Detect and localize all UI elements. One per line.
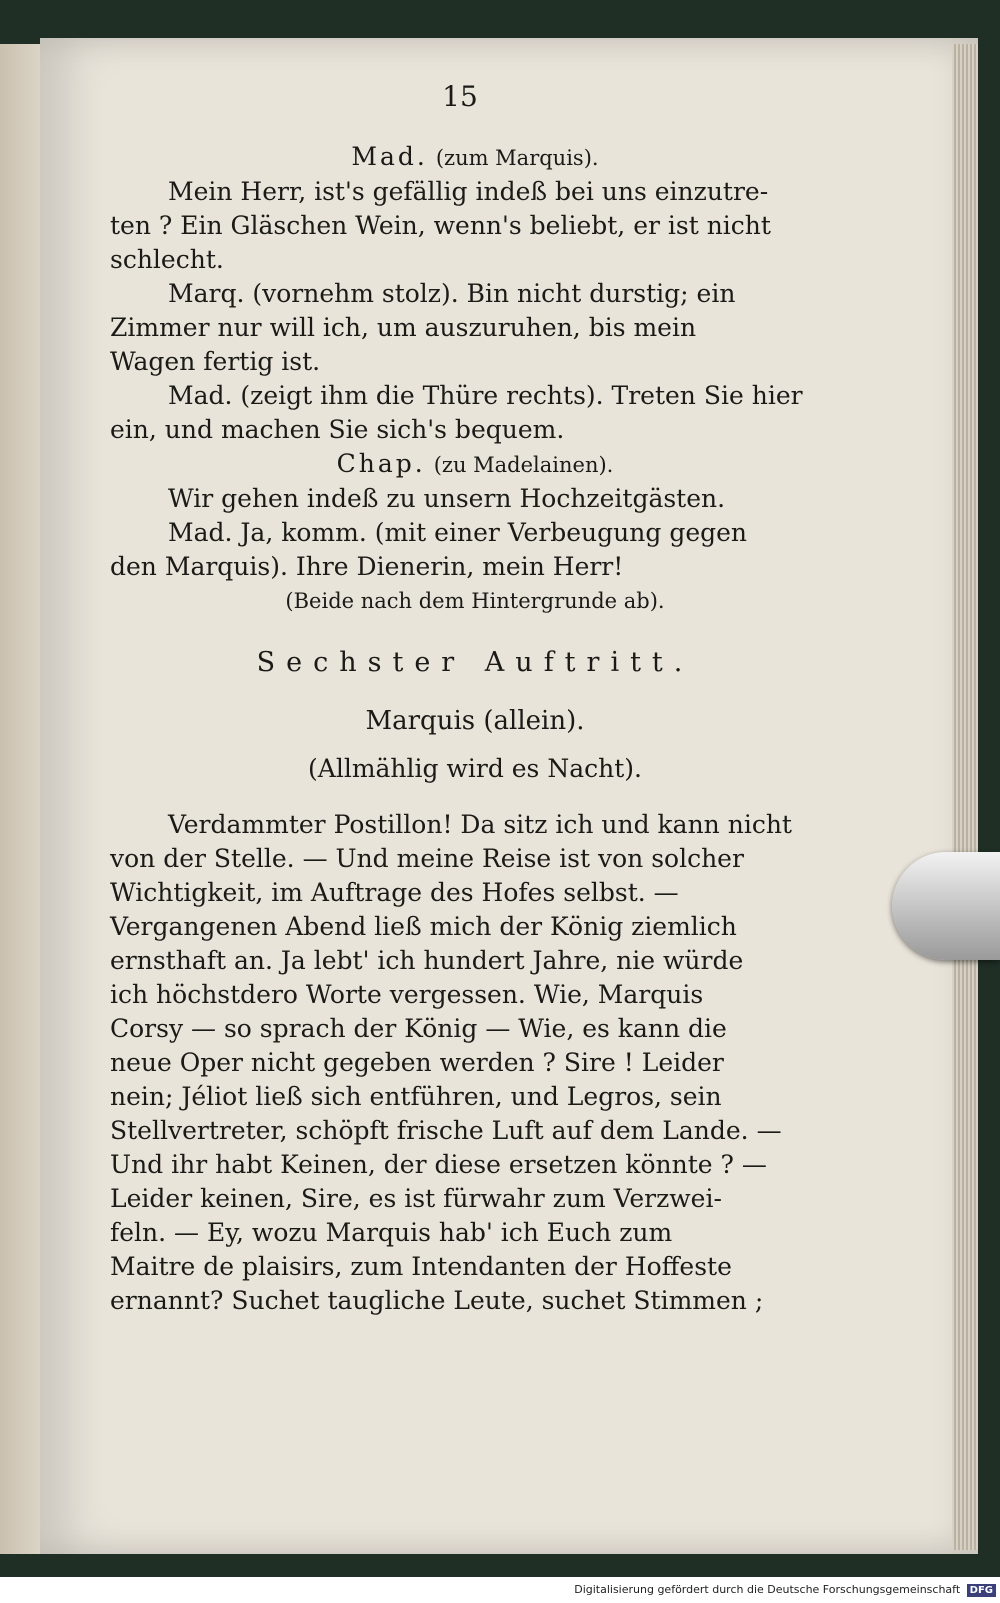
text-line: Stellvertreter, schöpft frische Luft auf dem Lande. — bbox=[110, 1116, 782, 1145]
page-clip bbox=[892, 852, 1000, 960]
dialogue-block bbox=[110, 277, 840, 379]
dialogue-block bbox=[110, 379, 840, 447]
text-line: Corsy — so sprach der König — Wie, es kann die bbox=[110, 1014, 727, 1043]
speaker-line bbox=[110, 447, 840, 482]
text-line: Vergangenen Abend ließ mich der König ziemlich bbox=[110, 912, 737, 941]
text-line: Leider keinen, Sire, es ist fürwahr zum Verzwei- bbox=[110, 1184, 722, 1213]
exit-direction: (Beide nach dem Hintergrunde ab). bbox=[285, 589, 665, 613]
monologue bbox=[110, 808, 840, 1318]
text-line: Mad. (zeigt ihm die Thüre rechts). Treten Sie hier bbox=[168, 381, 803, 410]
footer-bar bbox=[0, 1577, 1000, 1603]
text-line: Verdammter Postillon! Da sitz ich und kann nicht bbox=[168, 810, 792, 839]
text-line: Marq. (vornehm stolz). Bin nicht durstig; ein bbox=[168, 279, 736, 308]
text-line: den Marquis). Ihre Dienerin, mein Herr! bbox=[110, 552, 624, 581]
text-line: schlecht. bbox=[110, 245, 224, 274]
text-line: Wir gehen indeß zu unsern Hochzeitgästen. bbox=[168, 484, 726, 513]
dialogue-block bbox=[110, 516, 840, 618]
speaker-name: Chap. bbox=[336, 449, 426, 478]
text-line: nein; Jéliot ließ sich entführen, und Legros, sein bbox=[110, 1082, 722, 1111]
speaker-line bbox=[110, 140, 840, 175]
scene-direction: (Allmählig wird es Nacht). bbox=[308, 754, 642, 783]
speaker-name: Mad. bbox=[351, 142, 428, 171]
page-stack-edge bbox=[952, 44, 978, 1550]
page-number: 15 bbox=[442, 80, 478, 113]
text-line: ten ? Ein Gläschen Wein, wenn's beliebt, er ist nicht bbox=[110, 211, 771, 240]
dialogue-block bbox=[110, 482, 840, 516]
text-line: neue Oper nicht gegeben werden ? Sire ! Leider bbox=[110, 1048, 724, 1077]
scene-character: Marquis (allein). bbox=[365, 706, 585, 736]
footer-credit: Digitalisierung gefördert durch die Deutsche Forschungsgemeinschaft bbox=[574, 1583, 961, 1596]
stage-direction: (zu Madelainen). bbox=[433, 453, 614, 477]
text-line: Wichtigkeit, im Auftrage des Hofes selbst. — bbox=[110, 878, 679, 907]
text-line: Maitre de plaisirs, zum Intendanten der Hoffeste bbox=[110, 1252, 732, 1281]
scene-heading: Sechster Auftritt. bbox=[256, 647, 694, 678]
text-line: ein, und machen Sie sich's bequem. bbox=[110, 415, 565, 444]
stage-direction: (zum Marquis). bbox=[435, 146, 599, 170]
text-line: Zimmer nur will ich, um auszuruhen, bis mein bbox=[110, 313, 697, 342]
dfg-logo: DFG bbox=[967, 1584, 996, 1597]
dialogue-block bbox=[110, 175, 840, 277]
text-line: feln. — Ey, wozu Marquis hab' ich Euch zum bbox=[110, 1218, 673, 1247]
text-line: ernannt? Suchet taugliche Leute, suchet Stimmen ; bbox=[110, 1286, 764, 1315]
text-line: von der Stelle. — Und meine Reise ist von solcher bbox=[110, 844, 744, 873]
text-line: Mein Herr, ist's gefällig indeß bei uns einzutre- bbox=[168, 177, 769, 206]
text-line: ich höchstdero Worte vergessen. Wie, Marquis bbox=[110, 980, 704, 1009]
text-line: Mad. Ja, komm. (mit einer Verbeugung gegen bbox=[168, 518, 748, 547]
text-line: ernsthaft an. Ja lebt' ich hundert Jahre, nie würde bbox=[110, 946, 744, 975]
page-text bbox=[110, 80, 840, 1318]
text-line: Wagen fertig ist. bbox=[110, 347, 321, 376]
text-line: Und ihr habt Keinen, der diese ersetzen könnte ? — bbox=[110, 1150, 767, 1179]
